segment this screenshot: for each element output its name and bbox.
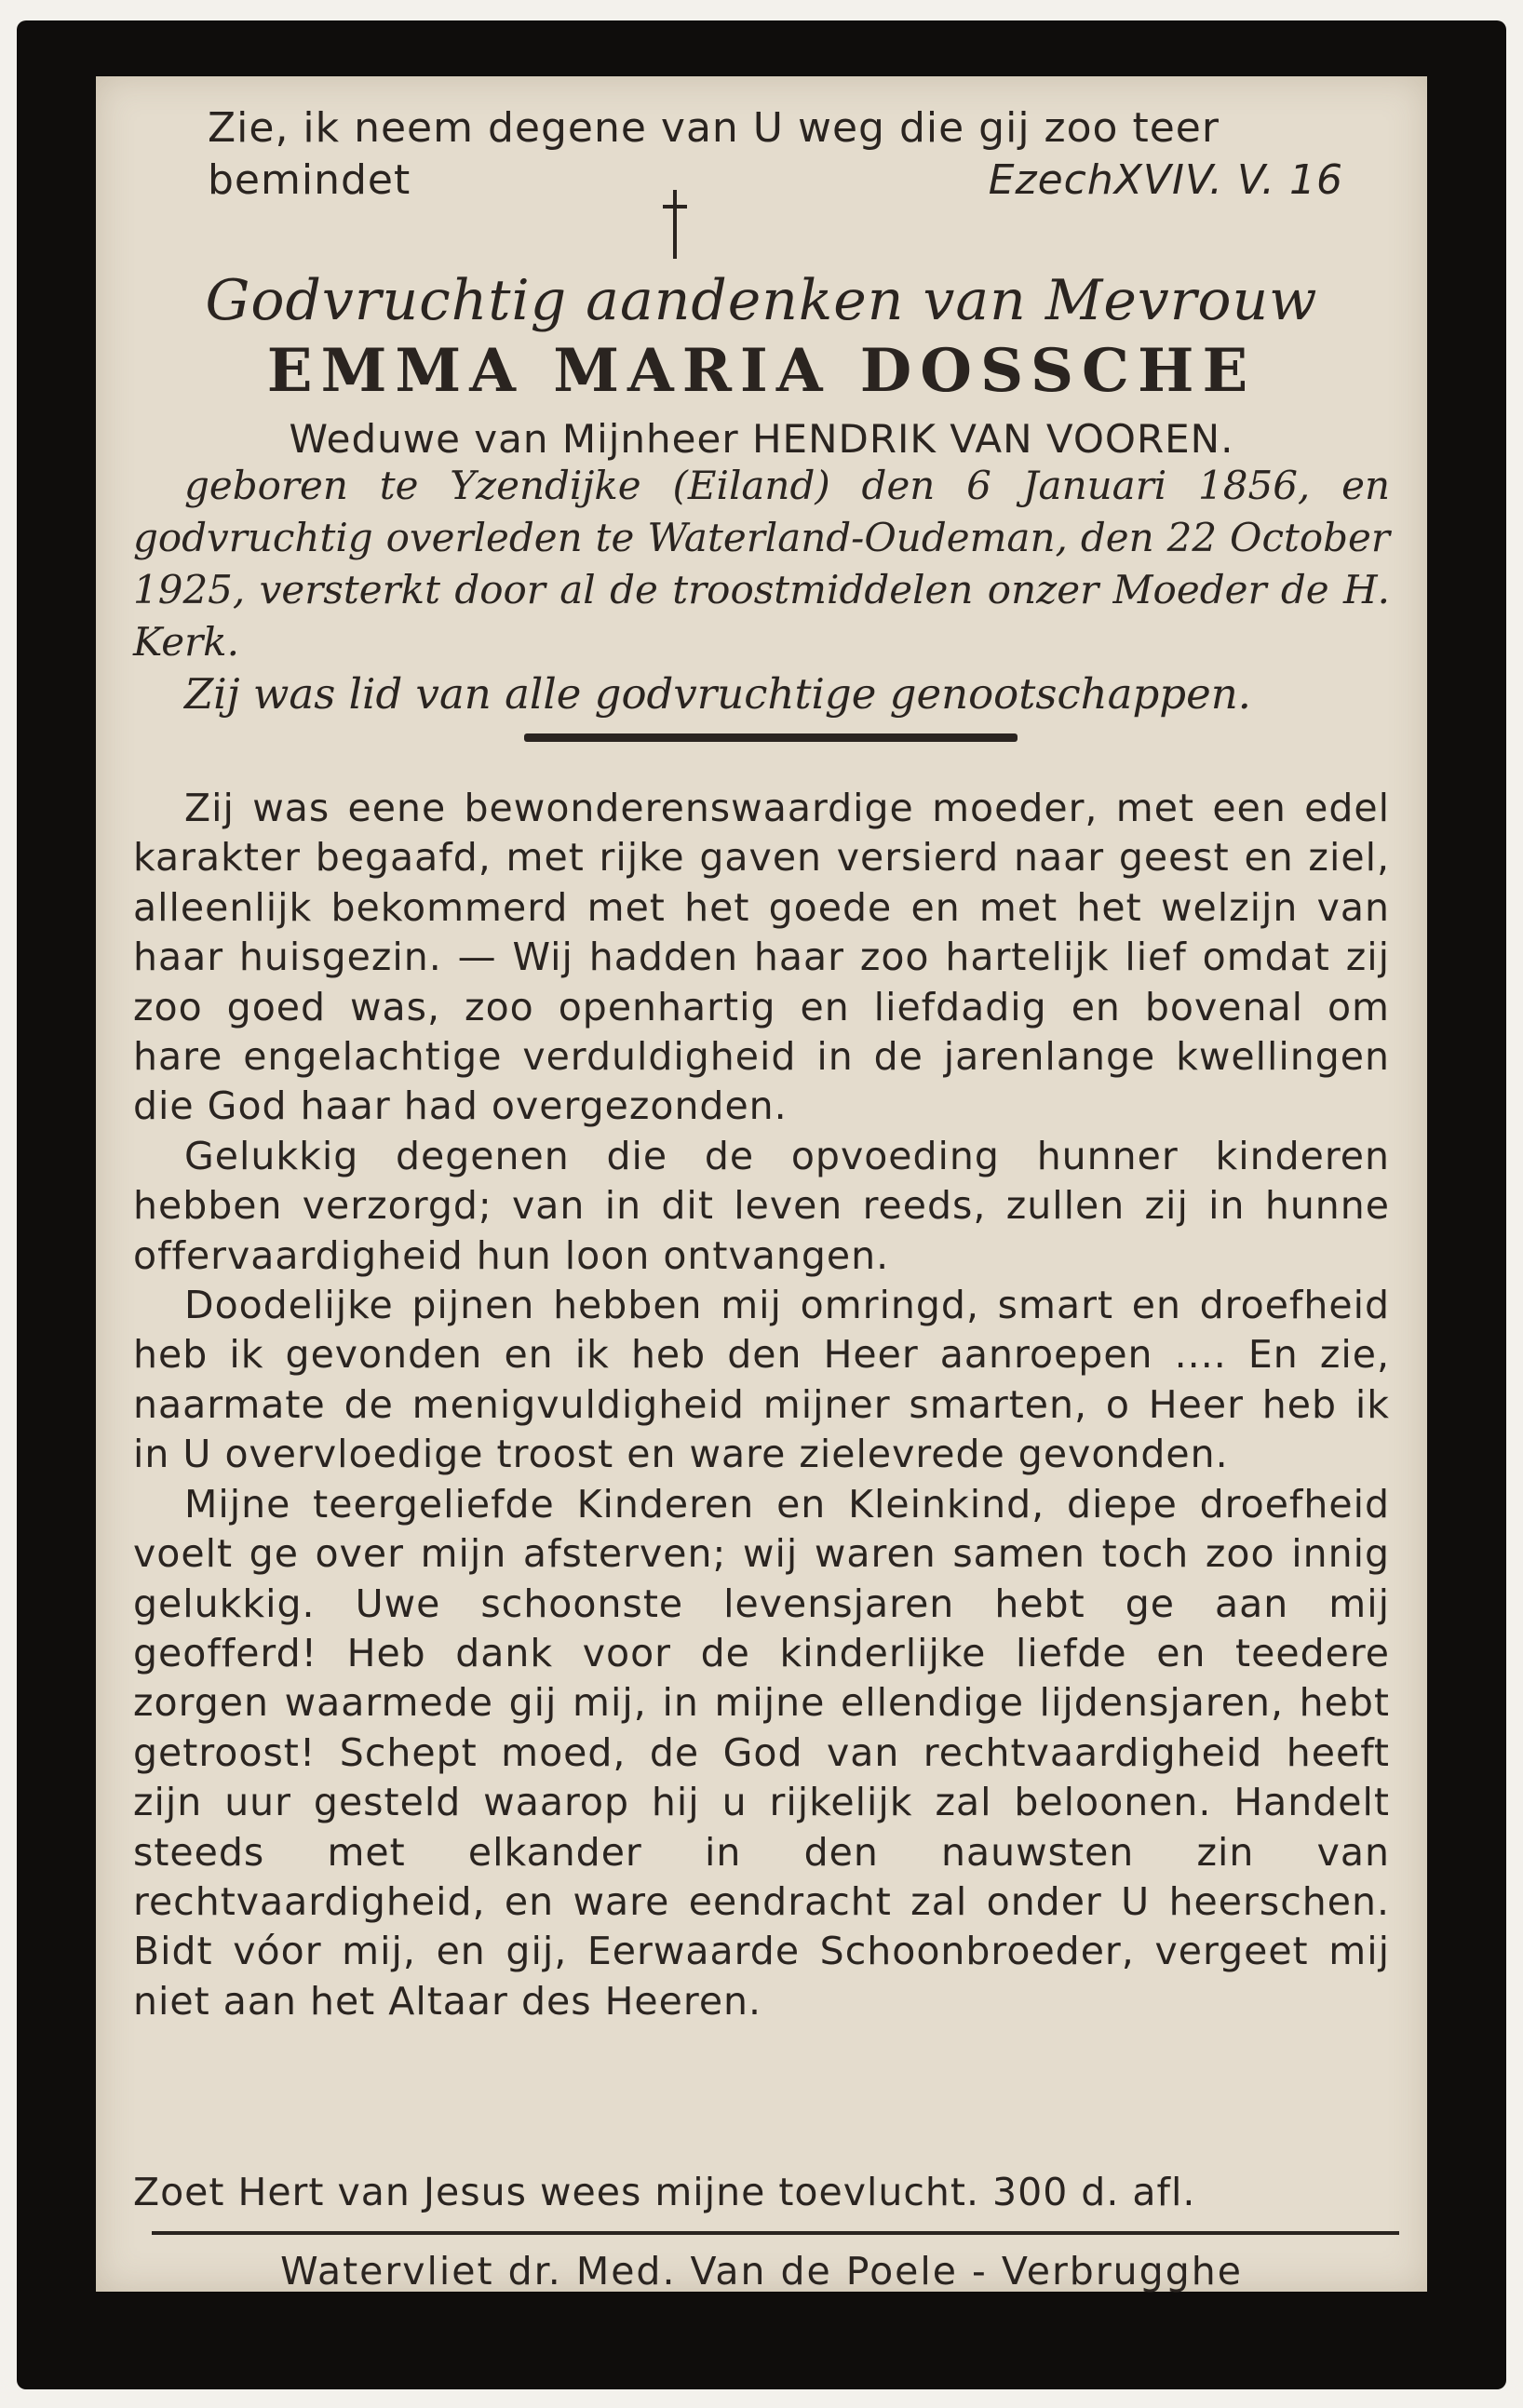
bottom-divider	[152, 2231, 1399, 2235]
birth-death-details: geboren te Yzendijke (Eiland) den 6 Januari 1856, en godvruchtig overleden te Waterland-Oudeman, den 22 October 1925, versterkt door al de troostmiddelen onzer Moeder de H. Kerk.	[133, 463, 1390, 665]
epigraph-reference: EzechXVIV. V. 16	[988, 156, 1343, 204]
epigraph	[208, 102, 1362, 207]
paragraph-tribute: Zij was eene bewonderenswaardige moeder, met een edel karakter begaafd, met rijke gaven versierd naar geest en ziel, alleenlijk bekommerd met het goede en met het welzijn van haar huisgezin. — Wij hadden haar zoo hartelijk lief omdat zij zoo goed was, zoo openhartig en liefdadig en bovenal om hare engelachtige verduldigheid in de jarenlange kwellingen die God haar had overgezonden.	[133, 786, 1390, 1129]
divider-rule	[524, 733, 1018, 742]
intro-line: Godvruchtig aandenken van Mevrouw	[205, 268, 1318, 333]
indulgence-prayer: Zoet Hert van Jesus wees mijne toevlucht. 300 d. afl.	[133, 2170, 1196, 2214]
paragraph-upbringing: Gelukkig degenen die de opvoeding hunner kinderen hebben verzorgd; van in dit leven reeds, zullen zij in hunne offervaardigheid hun loon ontvangen.	[133, 1133, 1390, 1278]
printer-credit: Watervliet dr. Med. Van de Poele - Verbrugghe	[280, 2249, 1243, 2294]
memorial-card-border	[17, 20, 1506, 2389]
latin-cross-icon	[659, 186, 691, 272]
memorial-card-paper	[96, 76, 1427, 2292]
epigraph-line-1: Zie, ik neem degene van U weg die gij zoo teer	[208, 104, 1220, 152]
header	[133, 267, 1390, 466]
epigraph-line-2: bemindet	[208, 156, 411, 204]
deceased-name: EMMA MARIA DOSSCHE	[266, 336, 1257, 406]
memorial-text	[133, 784, 1390, 2026]
paragraph-suffering: Doodelijke pijnen hebben mij omringd, smart en droefheid heb ik gevonden en ik heb den Heer aanroepen .... En zie, naarmate de menigvuldigheid mijner smarten, o Heer heb ik in U overvloedige troost en ware zielevrede gevonden.	[133, 1283, 1390, 1477]
society-line: Zij was lid van alle godvruchtige genootschappen.	[184, 669, 1251, 719]
paragraph-farewell: Mijne teergeliefde Kinderen en Kleinkind, diepe droefheid voelt ge over mijn afsterven; wij waren samen toch zoo innig gelukkig. Uwe schoonste levensjaren hebt ge aan mij geofferd! Heb dank voor de kinderlijke liefde en teedere zorgen waarmede gij mij, in mijne ellendige lijdensjaren, hebt getroost! Schept moed, de God van rechtvaardigheid heeft zijn uur gesteld waarop hij u rijkelijk zal beloonen. Handelt steeds met elkander in den nauwsten zin van rechtvaardigheid, en ware eendracht zal onder U heerschen. Bidt vóor mij, en gij, Eerwaarde Schoonbroeder, vergeet mij niet aan het Altaar des Heeren.	[133, 1481, 1390, 2024]
widow-line: Weduwe van Mijnheer HENDRIK VAN VOOREN.	[289, 416, 1234, 462]
